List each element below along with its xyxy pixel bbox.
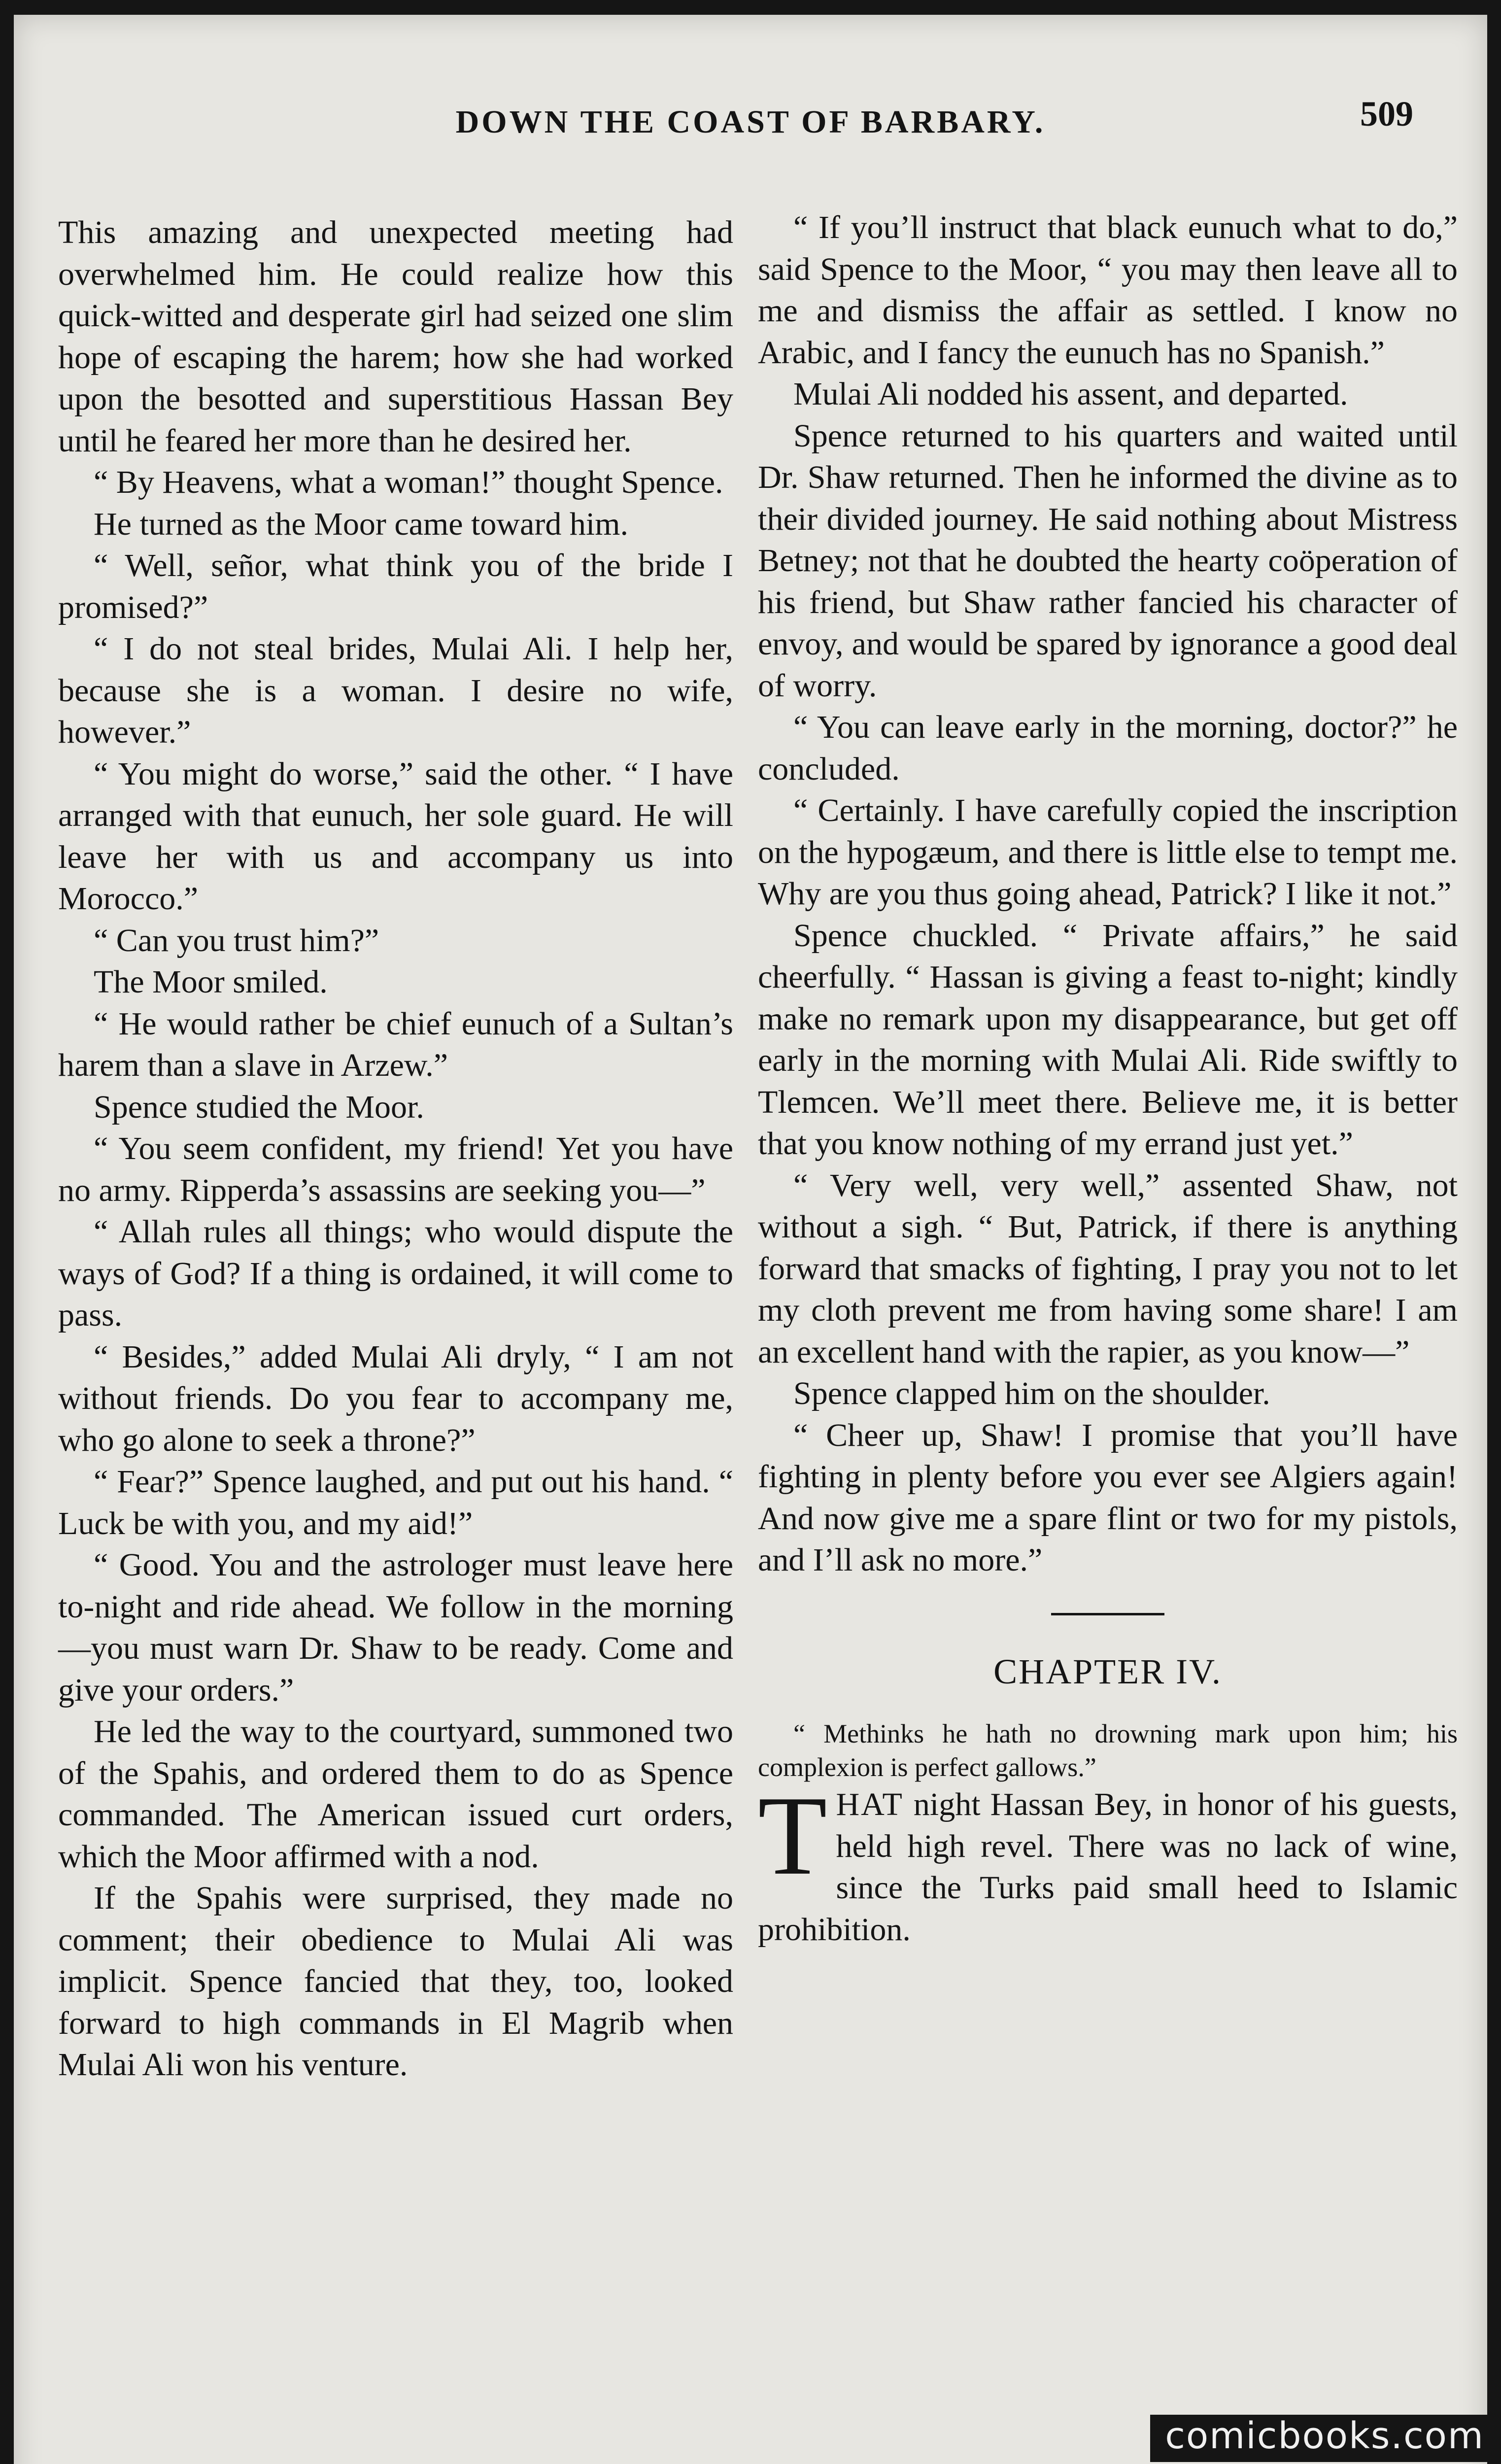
paragraph: The Moor smiled. [94,964,328,1000]
paragraph: Spence chuckled. “ Private affairs,” he said cheerfully. “ Hassan is giving a feast to-night; kindly make no remark upon my disappearance, but get off early in the morning with Mulai Ali. Ride swiftly to Tlemcen. We’ll meet there. Believe me, it is better that you know nothing of my errand just yet.” [758,917,1458,1162]
paragraph: Mulai Ali nodded his assent, and departed. [793,376,1348,412]
opening-text: night Hassan Bey, in honor of his guests, held high revel. There was no lack of wine, since the Turks paid small heed to Islamic prohibition. [758,1786,1458,1948]
paragraph: Spence returned to his quarters and waited until Dr. Shaw returned. Then he informed the divine as to their divided journey. He said nothing about Mistress Betney; not that he doubted the hearty coöperation of his friend, but Shaw rather fancied his character of envoy, and would be spared by ignorance a good deal of worry. [758,417,1458,704]
paragraph: “ Fear?” Spence laughed, and put out his hand. “ Luck be with you, and my aid!” [58,1464,733,1541]
running-head: DOWN THE COAST OF BARBARY. [455,104,1046,140]
paragraph: “ Allah rules all things; who would dispute the ways of God? If a thing is ordained, it will come to pass. [58,1214,733,1333]
paragraph: “ Very well, very well,” assented Shaw, not without a sigh. “ But, Patrick, if there is anything forward that smacks of fighting, I pray you not to let my cloth prevent me from having some share! I am an excellent hand with the rapier, as you know—” [758,1167,1458,1370]
paragraph: This amazing and unexpected meeting had overwhelmed him. He could realize how this quick-witted and desperate girl had seized one slim hope of escaping the harem; how she had worked upon the besotted and superstitious Hassan Bey until he feared her more than he desired her. [58,214,733,459]
paragraph: “ You can leave early in the morning, doctor?” he concluded. [758,709,1458,787]
section-divider [1051,1613,1164,1615]
paragraph: “ You might do worse,” said the other. “ I have arranged with that eunuch, her sole guard. He will leave her with us and accompany us into Morocco.” [58,755,733,917]
paragraph: “ By Heavens, what a woman!” thought Spence. [94,464,723,500]
paragraph: “ If you’ll instruct that black eunuch what to do,” said Spence to the Moor, “ you may then leave all to me and dismiss the affair as settled. I know no Arabic, and I fancy the eunuch has no Spanish.” [758,209,1458,371]
paragraph: He turned as the Moor came toward him. [94,506,629,542]
book-page [14,15,1487,2464]
paragraph: “ You seem confident, my friend! Yet you have no army. Ripperda’s assassins are seeking you—” [58,1130,733,1208]
paragraph: “ I do not steal brides, Mulai Ali. I help her, because she is a woman. I desire no wife, however.” [58,631,733,750]
drop-cap: T [758,1773,827,1898]
paragraph: Spence studied the Moor. [94,1089,424,1125]
paragraph: “ Good. You and the astrologer must leave here to-night and ride ahead. We follow in the morning—you must warn Dr. Shaw to be ready. Come and give your orders.” [58,1547,733,1708]
chapter-opening-paragraph [758,1773,1458,1951]
page-number: 509 [1360,94,1413,134]
chapter-heading: CHAPTER IV. [993,1651,1222,1691]
paragraph: “ Cheer up, Shaw! I promise that you’ll have fighting in plenty before you ever see Algiers again! And now give me a spare flint or two for my pistols, and I’ll ask no more.” [758,1417,1458,1578]
paragraph: “ Can you trust him?” [94,922,379,958]
paragraph: “ Besides,” added Mulai Ali dryly, “ I am not without friends. Do you fear to accompany me, who go alone to seek a throne?” [58,1338,733,1458]
epigraph: “ Methinks he hath no drowning mark upon him; his complexion is perfect gallows.” [758,1719,1458,1782]
paragraph: “ Certainly. I have carefully copied the inscription on the hypogæum, and there is little else to tempt me. Why are you thus going ahead, Patrick? I like it not.” [758,792,1458,912]
watermark: comicbooks.com [1150,2415,1495,2462]
opening-small-caps: HAT [836,1786,904,1822]
left-column [58,212,733,2086]
paragraph: Spence clapped him on the shoulder. [793,1375,1270,1411]
paragraph: If the Spahis were surprised, they made no comment; their obedience to Mulai Ali was implicit. Spence fancied that they, too, looked forward to high commands in El Magrib when Mulai Ali won his venture. [58,1880,733,2083]
paragraph: He led the way to the courtyard, summoned two of the Spahis, and ordered them to do as Spence commanded. The American issued curt orders, which the Moor affirmed with a nod. [58,1713,733,1875]
paragraph: “ He would rather be chief eunuch of a Sultan’s harem than a slave in Arzew.” [58,1005,733,1083]
right-column [758,207,1458,1951]
paragraph: “ Well, señor, what think you of the bride I promised?” [58,548,733,625]
